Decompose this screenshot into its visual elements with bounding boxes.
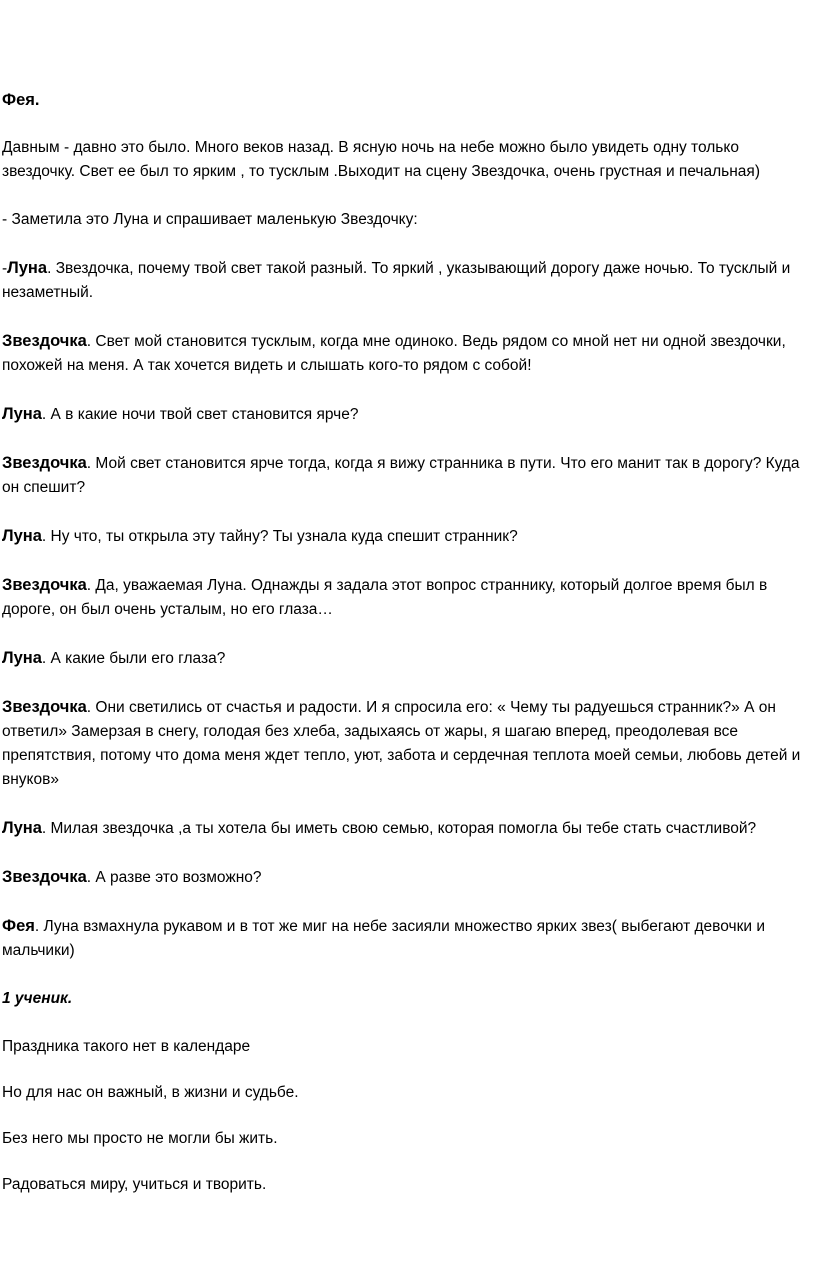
dialogue-line: Луна. А какие были его глаза? (2, 649, 226, 667)
dialogue-line: Звездочка. Свет мой становится тусклым, когда мне одиноко. Ведь рядом со мной нет ни одной звездочки, похожей на меня. А так хочется видеть и слышать кого-то рядом с собой! (2, 332, 786, 374)
document-heading: Фея. (2, 91, 40, 109)
speaker-name: Фея (2, 917, 35, 935)
dialogue-line: Луна. Милая звездочка ,а ты хотела бы иметь свою семью, которая помогла бы тебе стать счастливой? (2, 819, 757, 837)
dialogue-line: Луна. Ну что, ты открыла эту тайну? Ты узнала куда спешит странник? (2, 527, 518, 545)
speaker-name: Звездочка (2, 698, 87, 716)
verse-line: Но для нас он важный, в жизни и судьбе. (2, 1084, 299, 1101)
dialogue-line: Звездочка. Мой свет становится ярче тогда, когда я вижу странника в пути. Что его манит так в дорогу? Куда он спешит? (2, 454, 800, 496)
speaker-name: Звездочка (2, 454, 87, 472)
speaker-name: Звездочка (2, 576, 87, 594)
verse-line: Радоваться миру, учиться и творить. (2, 1176, 267, 1193)
speaker-name: Звездочка (2, 332, 87, 350)
student-heading: 1 ученик. (2, 990, 73, 1007)
speaker-name: Луна (2, 649, 42, 667)
dialogue-line: Звездочка. Да, уважаемая Луна. Однажды я задала этот вопрос страннику, который долгое время был в дороге, он был очень усталым, но его глаза… (2, 576, 768, 618)
verse-line: Без него мы просто не могли бы жить. (2, 1130, 278, 1147)
dialogue-line: Звездочка. Они светились от счастья и радости. И я спросила его: « Чему ты радуешься странник?» А он ответил» Замерзая в снегу, голодая без хлеба, задыхаясь от жары, я шагаю вперед, преодолевая все препятствия, потому что дома меня ждет тепло, уют, забота и сердечная теплота моей семьи, любовь детей и внуков» (2, 698, 801, 788)
narration-paragraph: Давным - давно это было. Много веков назад. В ясную ночь на небе можно было увидеть одну только звездочку. Свет ее был то ярким , то тусклым .Выходит на сцену Звездочка, очень грустная и печальная) (2, 139, 760, 180)
dialogue-line: Фея. Луна взмахнула рукавом и в тот же миг на небе засияли множество ярких звез( выбегают девочки и мальчики) (2, 917, 765, 959)
narration-line: - Заметила это Луна и спрашивает маленькую Звездочку: (2, 211, 418, 228)
speaker-name: Звездочка (2, 868, 87, 886)
speaker-name: Луна (7, 259, 48, 277)
speaker-name: Луна (2, 819, 42, 837)
verse-line: Праздника такого нет в календаре (2, 1038, 251, 1055)
dialogue-line: Луна. А в какие ночи твой свет становится ярче? (2, 405, 359, 423)
dialogue-line: -Луна. Звездочка, почему твой свет такой разный. То яркий , указывающий дорогу даже ночью. То тусклый и незаметный. (2, 259, 791, 301)
dialogue-line: Звездочка. А разве это возможно? (2, 868, 262, 886)
speaker-name: Луна (2, 527, 42, 545)
speaker-name: Луна (2, 405, 42, 423)
